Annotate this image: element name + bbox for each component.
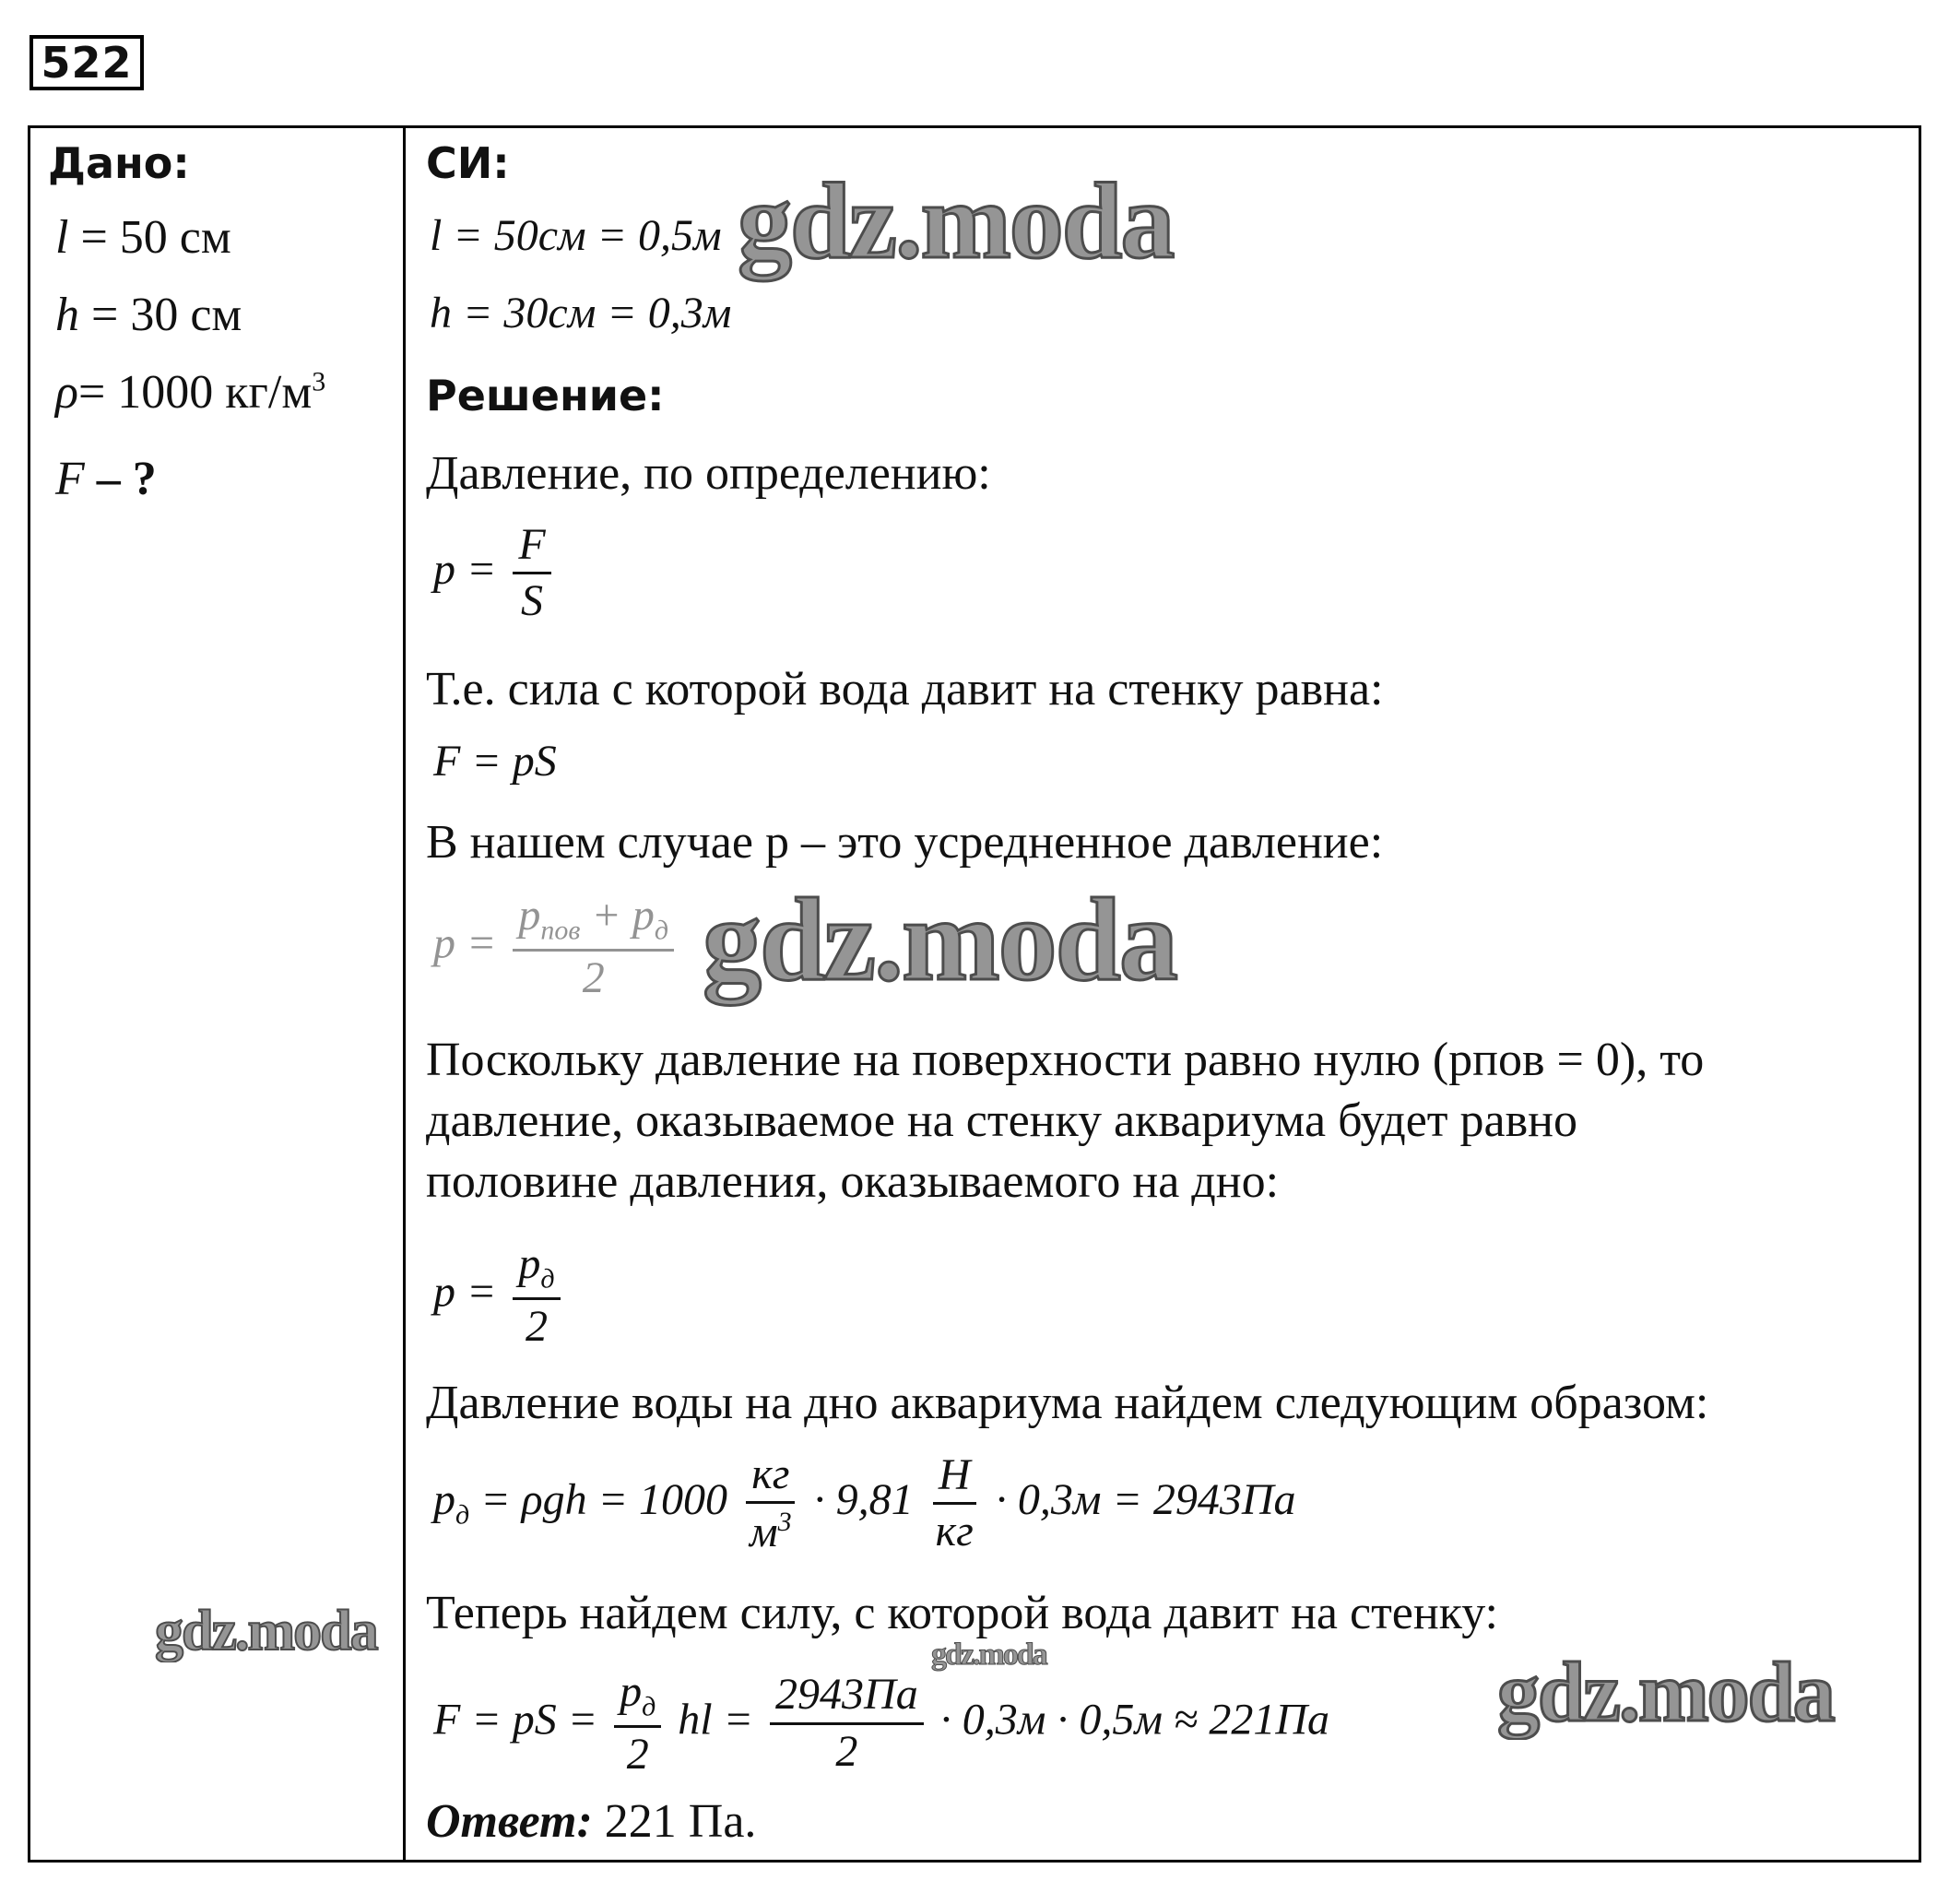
text-surface-zero-l3: половине давления, оказываемого на дно: — [426, 1155, 1280, 1208]
given-rho-exponent: 3 — [312, 366, 326, 397]
fraction-kg-m3 — [744, 1451, 797, 1556]
formula-part-c: · 0,3м · 0,5м ≈ 221Па — [939, 1695, 1329, 1744]
formula-p-half-bottom — [433, 1241, 566, 1350]
sub-bottom: д — [654, 915, 668, 946]
p-bottom: p — [632, 891, 655, 940]
watermark: gdz.moda — [1497, 1645, 1834, 1739]
answer — [426, 1794, 756, 1849]
sub-bottom: д — [540, 1263, 555, 1295]
watermark: gdz.moda — [738, 160, 1174, 281]
formula-lhs: p = — [433, 918, 497, 968]
given-rho — [55, 365, 325, 420]
fraction-2943-over-2 — [770, 1672, 924, 1775]
formula-part-b: · 9,81 — [813, 1474, 914, 1524]
formula-bottom-pressure — [433, 1451, 1296, 1556]
watermark: gdz.moda — [931, 1638, 1046, 1672]
p-bottom: p — [518, 1239, 541, 1288]
formula-lhs: p = — [433, 544, 497, 594]
given-rho-value: = 1000 кг/м — [77, 366, 313, 419]
numerator: кг — [746, 1451, 795, 1504]
formula-part-a: F = pS = — [433, 1695, 598, 1744]
denominator: 2 — [626, 1730, 649, 1780]
text-surface-zero-l1: Поскольку давление на поверхности равно нулю (pпов = 0), то — [426, 1034, 1705, 1086]
sub-bottom: д — [642, 1691, 656, 1722]
sub-surface: пов — [540, 915, 581, 946]
given-title: Дано: — [48, 138, 190, 188]
fraction — [513, 522, 550, 625]
watermark: gdz.moda — [155, 1600, 377, 1662]
text-force-on-wall: Т.е. сила с которой вода давит на стенку равна: — [426, 663, 1384, 715]
given-h-symbol: h — [55, 289, 79, 341]
text-bottom-pressure: Давление воды на дно аквариума найдем следующим образом: — [426, 1377, 1709, 1429]
numerator — [513, 1241, 560, 1300]
fraction-n-kg — [930, 1452, 979, 1555]
si-l-line: l = 50см = 0,5м — [430, 211, 722, 260]
sub-bottom: д — [455, 1499, 470, 1531]
given-l-symbol: l — [55, 211, 69, 264]
si-title: СИ: — [426, 138, 510, 188]
numerator: Н — [933, 1452, 976, 1505]
given-h-value: = 30 см — [91, 289, 242, 341]
p-surface: p — [518, 891, 541, 940]
denominator: 2 — [835, 1726, 858, 1776]
denominator — [744, 1504, 797, 1555]
fraction — [513, 893, 674, 1001]
text-average-pressure: В нашем случае p – это усредненное давление: — [426, 816, 1384, 869]
p-bottom: p — [620, 1667, 643, 1716]
p-bottom: p — [433, 1474, 455, 1524]
given-l-value: = 50 см — [80, 211, 231, 264]
denominator: 2 — [582, 953, 605, 1003]
fraction-pd-over-2 — [614, 1669, 661, 1778]
given-l — [55, 210, 231, 265]
den-exponent: 3 — [777, 1507, 792, 1538]
formula-average-pressure — [433, 893, 679, 1001]
numerator: F — [513, 522, 550, 574]
text-surface-zero-l2: давление, оказываемое на стенку аквариума будет равно — [426, 1094, 1577, 1147]
numerator — [513, 893, 674, 952]
given-unknown-symbol: F — [55, 453, 85, 505]
column-divider — [403, 125, 406, 1863]
answer-value: 221 Па. — [604, 1795, 757, 1848]
text-find-force: Теперь найдем силу, с которой вода давит на стенку: — [426, 1587, 1498, 1639]
given-rho-symbol: ρ — [55, 366, 78, 419]
denominator: кг — [935, 1507, 974, 1556]
denominator: 2 — [525, 1302, 548, 1352]
formula-part-c: · 0,3м = 2943Па — [995, 1474, 1296, 1524]
den-unit: м — [750, 1508, 778, 1557]
watermark: gdz.moda — [703, 874, 1176, 1005]
plus: + — [591, 891, 621, 940]
given-unknown — [55, 452, 157, 506]
given-h — [55, 288, 242, 342]
text-pressure-definition: Давление, по определению: — [426, 447, 991, 500]
solution-title: Решение: — [426, 371, 665, 420]
formula-force-result — [433, 1669, 1329, 1778]
fraction — [513, 1241, 560, 1350]
formula-p-eq-f-over-s — [433, 522, 557, 625]
answer-label: Ответ: — [426, 1795, 593, 1848]
formula-part-a: = ρgh = 1000 — [480, 1474, 728, 1524]
given-unknown-question: – ? — [96, 453, 157, 505]
formula-lhs: p = — [433, 1267, 497, 1317]
problem-number: 522 — [30, 35, 144, 90]
denominator: S — [521, 576, 544, 626]
si-h-line: h = 30см = 0,3м — [430, 289, 732, 337]
formula-part-b: hl = — [678, 1695, 754, 1744]
numerator — [614, 1669, 661, 1728]
formula-f-eq-ps: F = pS — [433, 737, 557, 786]
numerator: 2943Па — [770, 1672, 924, 1724]
